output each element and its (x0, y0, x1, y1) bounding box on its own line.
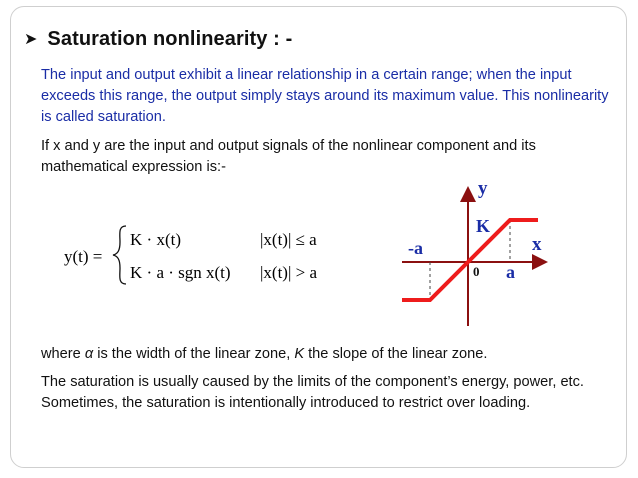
where-mid2: the slope of the linear zone. (304, 346, 488, 362)
saturation-formula (64, 220, 344, 290)
where-prefix: where (41, 346, 85, 362)
where-paragraph (41, 344, 601, 365)
neg-a-label: -a (408, 238, 423, 258)
slide-title: Saturation nonlinearity : - (47, 28, 293, 50)
x-axis-label: x (532, 234, 542, 255)
formula-lhs: y(t) = (64, 247, 103, 266)
arrow-bullet-icon: ➤ (24, 30, 38, 48)
formula-case2-cond: |x(t)| > a (260, 263, 317, 282)
formula-brace (113, 226, 126, 284)
formula-case2-expr: K · a · sgn x(t) (130, 263, 231, 282)
slope-k-label: K (476, 216, 491, 236)
origin-label: 0 (473, 264, 480, 279)
saturation-curve (402, 220, 538, 300)
saturation-cause-paragraph: The saturation is usually caused by the limits of the component’s energy, power, etc. Sometimes, the saturation is intentionally introduced to restrict over loading. (41, 374, 584, 411)
formula-case1-expr: K · x(t) (130, 230, 181, 249)
alpha-symbol: α (84, 346, 94, 362)
where-mid1: is the width of the linear zone, (93, 346, 295, 362)
formula-case1-cond: |x(t)| ≤ a (260, 230, 317, 249)
a-label: a (506, 262, 515, 282)
signals-paragraph: If x and y are the input and output signals of the nonlinear component and its mathematical expression is:- (41, 138, 536, 175)
saturation-graph (398, 180, 556, 330)
title-row (24, 28, 292, 51)
k-symbol: K (294, 346, 305, 362)
intro-paragraph: The input and output exhibit a linear relationship in a certain range; when the input exceeds this range, the output simply stays around its maximum value. This nonlinearity is called saturation. (41, 67, 609, 125)
y-axis-label: y (478, 180, 488, 199)
